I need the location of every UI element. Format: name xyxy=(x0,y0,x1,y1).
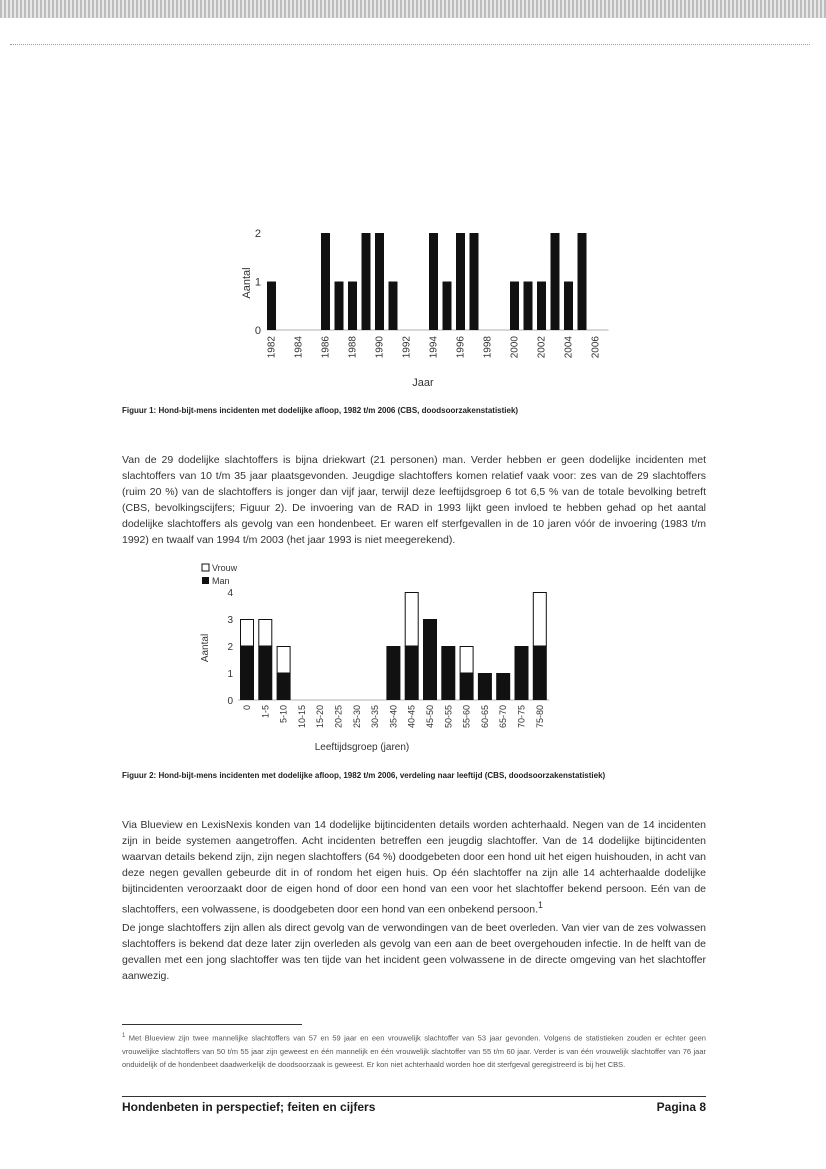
legend-swatch-man xyxy=(202,577,209,584)
figure2-x-tick-label: 75-80 xyxy=(534,705,545,729)
figure1-bar xyxy=(456,233,465,330)
figure1-bar xyxy=(362,233,371,330)
figure2-bar-man xyxy=(423,619,437,700)
figure1-x-tick-label: 1994 xyxy=(428,336,440,359)
figure2-bar-man xyxy=(496,673,510,700)
figure2-bar-man xyxy=(277,673,291,700)
figure1-y-tick-label: 0 xyxy=(254,325,261,337)
figure2-caption: Figuur 2: Hond-bijt-mens incidenten met dodelijke afloop, 1982 t/m 2006, verdeling naar leeftijd (CBS, doodsoorzakenstatistiek) xyxy=(122,771,606,780)
figure1-bar xyxy=(321,233,330,330)
figure1-x-tick-label: 1986 xyxy=(320,336,332,359)
figure2-ylabel: Aantal xyxy=(200,633,211,663)
figure2-y-tick-label: 2 xyxy=(227,642,233,653)
figure2-x-tick-label: 50-55 xyxy=(443,705,454,729)
figure2-y-tick-label: 0 xyxy=(227,696,233,707)
figure1-x-tick-label: 1984 xyxy=(293,336,305,359)
figure1-x-tick-label: 1990 xyxy=(374,336,386,359)
figure2-x-tick-label: 0 xyxy=(242,705,252,711)
figure2-bar-man xyxy=(240,646,254,700)
figure1-bar xyxy=(564,282,573,331)
figure2-bar-man xyxy=(533,646,547,700)
figure2-bar-vrouw xyxy=(241,620,254,647)
figure2-x-tick-label: 5-10 xyxy=(278,705,289,724)
paragraph-3: De jonge slachtoffers zijn allen als direct gevolg van de verwondingen van de beet overleden. Van vier van de zes volwassen slachtoffers is bekend dat deze later zijn overleden als gevolg van een aan de beet overgehouden infectie. In de helft van de gevallen met een jong slachtoffer was ten tijde van het incident geen volwassene in de directe omgeving van het slachtoffer aanwezig. xyxy=(122,922,706,982)
footer-title: Hondenbeten in perspectief; feiten en cijfers xyxy=(122,1100,376,1114)
paragraph-2 xyxy=(122,817,706,918)
figure1-x-tick-label: 1996 xyxy=(455,336,467,359)
figure2-x-tick-label: 10-15 xyxy=(296,705,307,729)
figure2-x-tick-label: 60-65 xyxy=(479,705,490,729)
figure2-y-tick-label: 3 xyxy=(227,615,233,626)
scan-artifact-top xyxy=(0,0,826,18)
footnote-rule xyxy=(122,1024,302,1025)
footnote-text: Met Blueview zijn twee mannelijke slachtoffers van 57 en 59 jaar en een vrouwelijk slachtoffer van 53 jaar gevonden. Volgens de statistieken zouden er echter geen vrouwelijke slachtoffers van 50 t/m 55 jaar zijn geweest en één mannelijk en één vrouwelijk slachtoffer van 55 t/m 60 jaar. Verder is van één vrouwelijk slachtoffer van 76 jaar onduidelijk of de hondenbeet daadwerkelijk de doodsoorzaak is geweest. Er kon niet achterhaald worden hoe dit sterfgeval geregistreerd is bij het CBS. xyxy=(122,1033,706,1069)
figure2-x-tick-label: 25-30 xyxy=(351,705,362,729)
figure1-bar xyxy=(375,233,384,330)
legend-swatch-vrouw xyxy=(202,564,209,571)
figure2-bar-man xyxy=(441,646,455,700)
figure2-bar-man xyxy=(515,646,529,700)
figure2-bar-man xyxy=(460,673,474,700)
figure1-bar xyxy=(524,282,533,331)
figure1-bar xyxy=(267,282,276,331)
figure2-bar-vrouw xyxy=(533,593,546,647)
legend-label-man: Man xyxy=(212,576,230,586)
figure1-bar xyxy=(335,282,344,331)
figure1-bar xyxy=(443,282,452,331)
figure1-x-tick-label: 1988 xyxy=(347,336,359,359)
figure2-x-tick-label: 1-5 xyxy=(260,705,271,719)
figure2-bar-vrouw xyxy=(277,647,290,674)
figure2-xlabel: Leeftijdsgroep (jaren) xyxy=(314,742,410,753)
footnote-marker: 1 xyxy=(122,1033,126,1039)
figure1-bar xyxy=(429,233,438,330)
figure2-bar-vrouw xyxy=(460,647,473,674)
page-number: Pagina 8 xyxy=(656,1100,706,1114)
figure2-x-tick-label: 20-25 xyxy=(333,705,344,729)
figure1-y-tick-label: 2 xyxy=(254,228,261,240)
figure2-bar-man xyxy=(386,646,400,700)
paragraph-1: Van de 29 dodelijke slachtoffers is bijna driekwart (21 personen) man. Verder hebben er geen dodelijke incidenten met slachtoffers van 10 t/m 35 jaar plaatsgevonden. Jeugdige slachtoffers komen relatief vaak voor: zes van de 29 slachtoffers (ruim 20 %) van de slachtoffers is jonger dan vijf jaar, terwijl deze leeftijdsgroep 6 tot 6,5 % van de totale bevolking betreft (CBS, bevolkingscijfers; Figuur 2). De invoering van de RAD in 1993 lijkt geen invloed te hebben gehad op het aantal dodelijke slachtoffers als gevolg van een hondenbeet. Er waren elf sterfgevallen in de 10 jaren vóór de invoering (1983 t/m 1992) en twaalf van 1994 t/m 2003 (het jaar 1993 is niet meegerekend). xyxy=(122,454,706,546)
figure2-x-tick-label: 45-50 xyxy=(425,705,435,729)
figure2-x-tick-label: 30-35 xyxy=(370,705,381,729)
figure1-x-tick-label: 2004 xyxy=(563,336,575,359)
figure1-xlabel: Jaar xyxy=(412,377,434,389)
figure2-x-tick-label: 35-40 xyxy=(388,705,399,729)
figure2-chart xyxy=(190,558,570,758)
figure1-bar xyxy=(348,282,357,331)
figure2-bar-man xyxy=(405,646,419,700)
figure2-bar-vrouw xyxy=(259,620,272,647)
paragraph-2-text: Via Blueview en LexisNexis konden van 14 dodelijke bijtincidenten details worden achterhaald. Negen van de 14 incidenten zijn in beide systemen aangetroffen. Acht incidenten betreffen een jeugdig slachtoffer. Van de 14 dodelijke bijtincidenten waarvan details bekend zijn, zijn negen slachtoffers (64 %) doodgebeten door een hond uit het eigen huishouden, in acht van deze negen gevallen gebeurde dit in of rondom het eigen huis. Op één slachtoffer na zijn alle 14 achterhaalde dodelijke bijtincidenten veroorzaakt door de eigen hond of door een hond van een voor het slachtoffer bekend persoon. Eén van de slachtoffers, een volwassene, is doodgebeten door een hond van een onbekend persoon. xyxy=(122,819,706,916)
figure2-x-tick-label: 15-20 xyxy=(315,705,326,729)
scan-artifact-dotted-line xyxy=(10,44,810,45)
figure2-bar-man xyxy=(258,646,272,700)
figure2-x-tick-label: 70-75 xyxy=(516,705,527,729)
figure1-x-tick-label: 2006 xyxy=(590,336,602,359)
figure1-x-tick-label: 1998 xyxy=(482,336,494,359)
figure2-y-tick-label: 4 xyxy=(227,588,233,599)
figure2-bar-vrouw xyxy=(405,593,418,647)
figure1-x-tick-label: 1982 xyxy=(266,336,278,359)
figure1-x-tick-label: 1992 xyxy=(401,336,413,359)
figure1-x-tick-label: 2000 xyxy=(509,336,521,359)
figure1-bar xyxy=(389,282,398,331)
figure1-caption: Figuur 1: Hond-bijt-mens incidenten met dodelijke afloop, 1982 t/m 2006 (CBS, doodsoorzakenstatistiek) xyxy=(122,406,519,415)
figure1-x-tick-label: 2002 xyxy=(536,336,548,359)
footnote-ref: 1 xyxy=(538,900,543,910)
figure2-x-tick-label: 65-70 xyxy=(498,705,509,729)
page-footer xyxy=(122,1096,706,1114)
figure2-x-tick-label: 40-45 xyxy=(406,705,417,729)
figure1-y-tick-label: 1 xyxy=(254,276,261,289)
footnote xyxy=(122,1030,706,1071)
figure1-bar xyxy=(537,282,546,331)
figure2-x-tick-label: 55-60 xyxy=(461,705,472,729)
figure1-bar xyxy=(578,233,587,330)
figure2-bar-man xyxy=(478,673,492,700)
figure1-chart xyxy=(240,220,620,390)
legend-label-vrouw: Vrouw xyxy=(212,563,238,573)
figure1-bar xyxy=(470,233,479,330)
figure1-ylabel: Aantal xyxy=(241,267,253,299)
figure1-bar xyxy=(510,282,519,331)
figure2-y-tick-label: 1 xyxy=(227,669,233,680)
figure1-bar xyxy=(551,233,560,330)
